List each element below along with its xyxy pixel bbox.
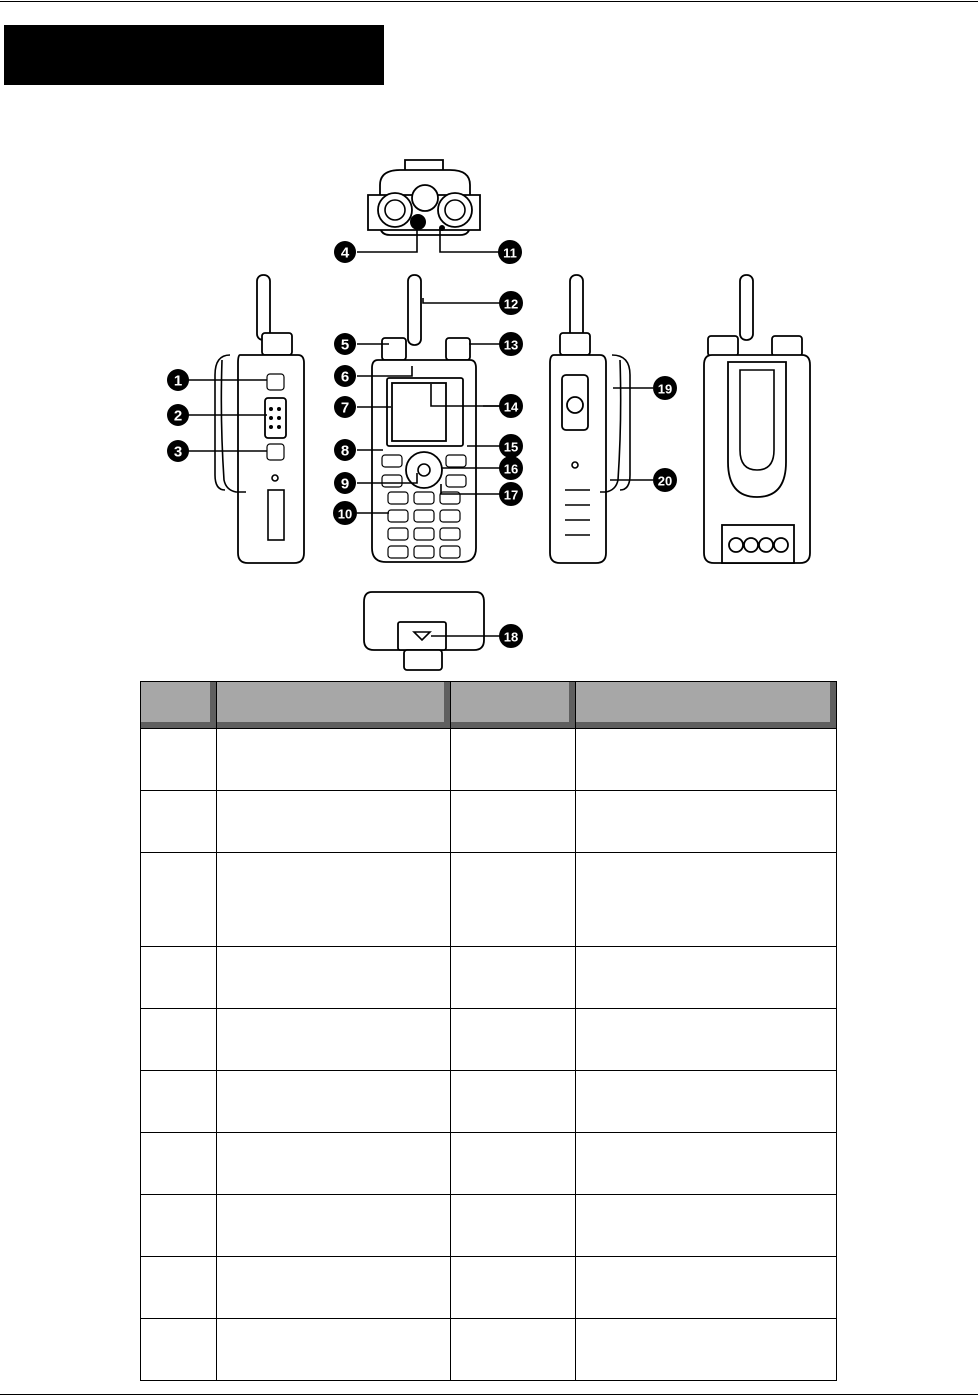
table-row bbox=[141, 1071, 837, 1133]
callout-7 bbox=[334, 396, 356, 418]
svg-text:5: 5 bbox=[340, 336, 350, 354]
table-cell bbox=[451, 1009, 576, 1071]
table-cell bbox=[576, 1195, 837, 1257]
table-cell bbox=[217, 1195, 451, 1257]
table-cell bbox=[141, 947, 217, 1009]
table-row bbox=[141, 947, 837, 1009]
table-cell bbox=[217, 1071, 451, 1133]
table-cell bbox=[451, 1133, 576, 1195]
callout-20 bbox=[653, 468, 677, 492]
table-cell bbox=[576, 729, 837, 791]
table-row bbox=[141, 1319, 837, 1381]
svg-text:19: 19 bbox=[657, 381, 673, 397]
callout-13 bbox=[499, 332, 523, 356]
svg-text:17: 17 bbox=[503, 487, 519, 503]
svg-text:10: 10 bbox=[337, 506, 353, 522]
callout-6 bbox=[334, 365, 356, 387]
callout-5 bbox=[334, 333, 356, 355]
table-cell bbox=[451, 1071, 576, 1133]
header-cell bbox=[576, 682, 837, 729]
svg-text:11: 11 bbox=[503, 245, 517, 261]
table-cell bbox=[217, 853, 451, 947]
svg-text:16: 16 bbox=[503, 461, 519, 477]
table-cell bbox=[141, 791, 217, 853]
radio-diagram bbox=[0, 0, 978, 690]
callout-8 bbox=[334, 439, 356, 461]
table-cell bbox=[141, 1195, 217, 1257]
svg-text:18: 18 bbox=[503, 629, 519, 645]
svg-text:1: 1 bbox=[173, 372, 183, 390]
callout-12 bbox=[499, 291, 523, 315]
table-cell bbox=[451, 947, 576, 1009]
table-cell bbox=[217, 1319, 451, 1381]
table-cell bbox=[451, 1257, 576, 1319]
table-row bbox=[141, 791, 837, 853]
table-cell bbox=[576, 1257, 837, 1319]
table-cell bbox=[451, 853, 576, 947]
table-cell bbox=[576, 947, 837, 1009]
table-cell bbox=[217, 1133, 451, 1195]
svg-text:2: 2 bbox=[173, 407, 183, 425]
callout-10 bbox=[333, 501, 357, 525]
callout-18 bbox=[499, 624, 523, 648]
table-cell bbox=[141, 729, 217, 791]
radio-top-view bbox=[368, 160, 480, 235]
table-row bbox=[141, 1257, 837, 1319]
table-cell bbox=[141, 853, 217, 947]
callout-14 bbox=[499, 394, 523, 418]
table-cell bbox=[576, 1009, 837, 1071]
svg-text:8: 8 bbox=[340, 442, 350, 460]
table-cell bbox=[217, 729, 451, 791]
callout-15 bbox=[499, 434, 523, 458]
radio-front-view bbox=[372, 275, 476, 562]
table-row bbox=[141, 1133, 837, 1195]
radio-left-side-view bbox=[215, 275, 304, 563]
table-row bbox=[141, 729, 837, 791]
callout-3 bbox=[167, 440, 189, 462]
table-cell bbox=[141, 1319, 217, 1381]
table-cell bbox=[576, 853, 837, 947]
svg-text:13: 13 bbox=[503, 337, 519, 353]
callout-2 bbox=[167, 404, 189, 426]
table-cell bbox=[141, 1257, 217, 1319]
callout-17 bbox=[499, 482, 523, 506]
table-row bbox=[141, 853, 837, 947]
header-cell bbox=[451, 682, 576, 729]
table-header-row bbox=[141, 682, 837, 729]
table-cell bbox=[576, 1133, 837, 1195]
radio-right-side-view bbox=[550, 275, 630, 563]
callout-19 bbox=[653, 376, 677, 400]
callout-9 bbox=[334, 472, 356, 494]
table-cell bbox=[576, 791, 837, 853]
table-row bbox=[141, 1195, 837, 1257]
table-cell bbox=[217, 1009, 451, 1071]
table-cell bbox=[451, 1195, 576, 1257]
table-row bbox=[141, 1009, 837, 1071]
table-cell bbox=[576, 1319, 837, 1381]
svg-text:6: 6 bbox=[340, 368, 350, 386]
svg-text:4: 4 bbox=[340, 244, 350, 262]
table-cell bbox=[141, 1071, 217, 1133]
radio-back-view bbox=[704, 275, 810, 563]
table-cell bbox=[451, 791, 576, 853]
parts-table bbox=[140, 681, 837, 1381]
callout-11 bbox=[498, 240, 522, 264]
callout-4 bbox=[334, 241, 356, 263]
svg-text:20: 20 bbox=[657, 473, 673, 489]
svg-text:9: 9 bbox=[340, 475, 350, 493]
table-cell bbox=[451, 1319, 576, 1381]
table-cell bbox=[576, 1071, 837, 1133]
svg-text:3: 3 bbox=[173, 443, 183, 461]
header-cell bbox=[217, 682, 451, 729]
svg-text:12: 12 bbox=[503, 296, 519, 312]
svg-text:15: 15 bbox=[503, 439, 519, 455]
table-cell bbox=[217, 791, 451, 853]
callout-1 bbox=[167, 369, 189, 391]
table-cell bbox=[451, 729, 576, 791]
radio-bottom-view bbox=[364, 592, 484, 670]
table-cell bbox=[141, 1009, 217, 1071]
callout-16 bbox=[499, 456, 523, 480]
table-cell bbox=[217, 947, 451, 1009]
svg-text:7: 7 bbox=[340, 399, 350, 417]
header-cell bbox=[141, 682, 217, 729]
table-cell bbox=[217, 1257, 451, 1319]
table-cell bbox=[141, 1133, 217, 1195]
svg-text:14: 14 bbox=[503, 399, 519, 415]
